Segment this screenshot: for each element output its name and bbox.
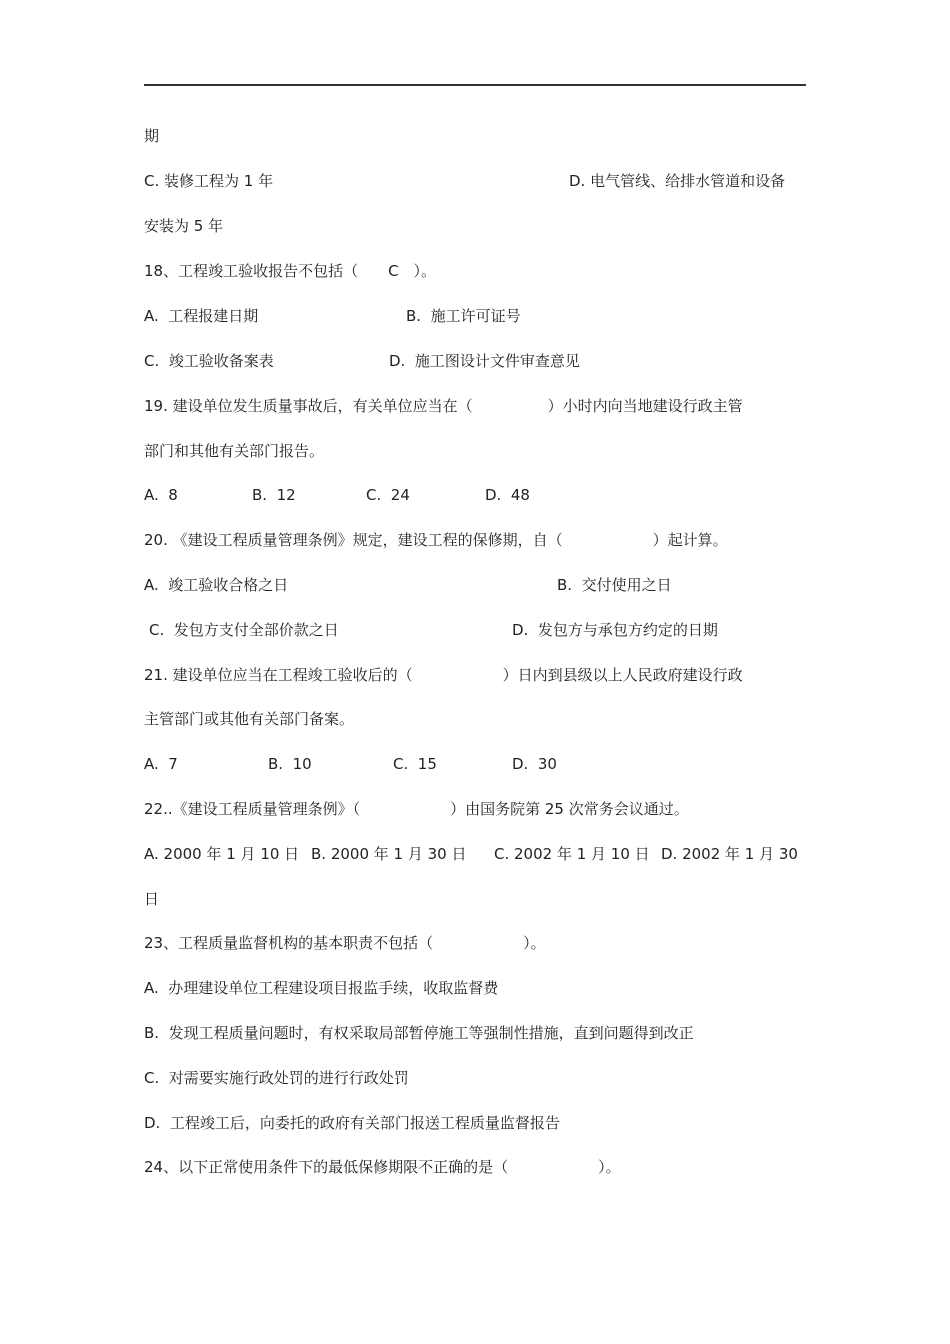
option-c: C. 竣工验收备案表 <box>144 352 274 370</box>
option-a: A. 7 <box>144 755 178 773</box>
question-24: 24、以下正常使用条件下的最低保修期限不正确的是（ ）。 <box>144 1158 621 1176</box>
option-b: B. 发现工程质量问题时，有权采取局部暂停施工等强制性措施，直到问题得到改正 <box>144 1024 694 1042</box>
option-d: D. 施工图设计文件审查意见 <box>389 352 580 370</box>
option-d: D. 电气管线、给排水管道和设备 <box>569 172 786 190</box>
option-a: A. 2000 年 1 月 10 日 <box>144 845 300 863</box>
option-b: B. 2000 年 1 月 30 日 <box>311 845 467 863</box>
option-b: B. 施工许可证号 <box>406 307 521 325</box>
option-c: C. 15 <box>393 755 437 773</box>
option-a: A. 竣工验收合格之日 <box>144 576 289 594</box>
continued-text: 安装为 5 年 <box>144 217 224 235</box>
option-a: A. 办理建设单位工程建设项目报监手续，收取监督费 <box>144 979 499 997</box>
question-23: 23、工程质量监督机构的基本职责不包括（ ）。 <box>144 934 546 952</box>
option-d: D. 发包方与承包方约定的日期 <box>512 621 718 639</box>
option-c: C. 装修工程为 1 年 <box>144 172 274 190</box>
option-d-cont: 日 <box>144 890 160 908</box>
question-21-cont: 主管部门或其他有关部门备案。 <box>144 710 355 728</box>
option-d: D. 30 <box>512 755 557 773</box>
question-18: 18、工程竣工验收报告不包括（ C ）。 <box>144 262 437 280</box>
question-21: 21. 建设单位应当在工程竣工验收后的（ ）日内到县级以上人民政府建设行政 <box>144 666 743 684</box>
question-22: 22..《建设工程质量管理条例》（ ）由国务院第 25 次常务会议通过。 <box>144 800 689 818</box>
option-a: A. 工程报建日期 <box>144 307 259 325</box>
question-20: 20. 《建设工程质量管理条例》规定，建设工程的保修期，自（ ）起计算。 <box>144 531 728 549</box>
option-c: C. 24 <box>366 486 410 504</box>
header-rule <box>144 84 806 86</box>
option-c: C. 对需要实施行政处罚的进行行政处罚 <box>144 1069 409 1087</box>
option-b: B. 交付使用之日 <box>557 576 672 594</box>
option-d: D. 2002 年 1 月 30 <box>661 845 798 863</box>
question-19: 19. 建设单位发生质量事故后，有关单位应当在（ ）小时内向当地建设行政主管 <box>144 397 743 415</box>
option-d: D. 48 <box>485 486 530 504</box>
option-c: C. 发包方支付全部价款之日 <box>149 621 339 639</box>
option-a: A. 8 <box>144 486 178 504</box>
option-d: D. 工程竣工后，向委托的政府有关部门报送工程质量监督报告 <box>144 1114 560 1132</box>
option-b: B. 12 <box>252 486 296 504</box>
option-c: C. 2002 年 1 月 10 日 <box>494 845 650 863</box>
option-b: B. 10 <box>268 755 312 773</box>
question-19-cont: 部门和其他有关部门报告。 <box>144 442 325 460</box>
continued-text: 期 <box>144 127 160 145</box>
